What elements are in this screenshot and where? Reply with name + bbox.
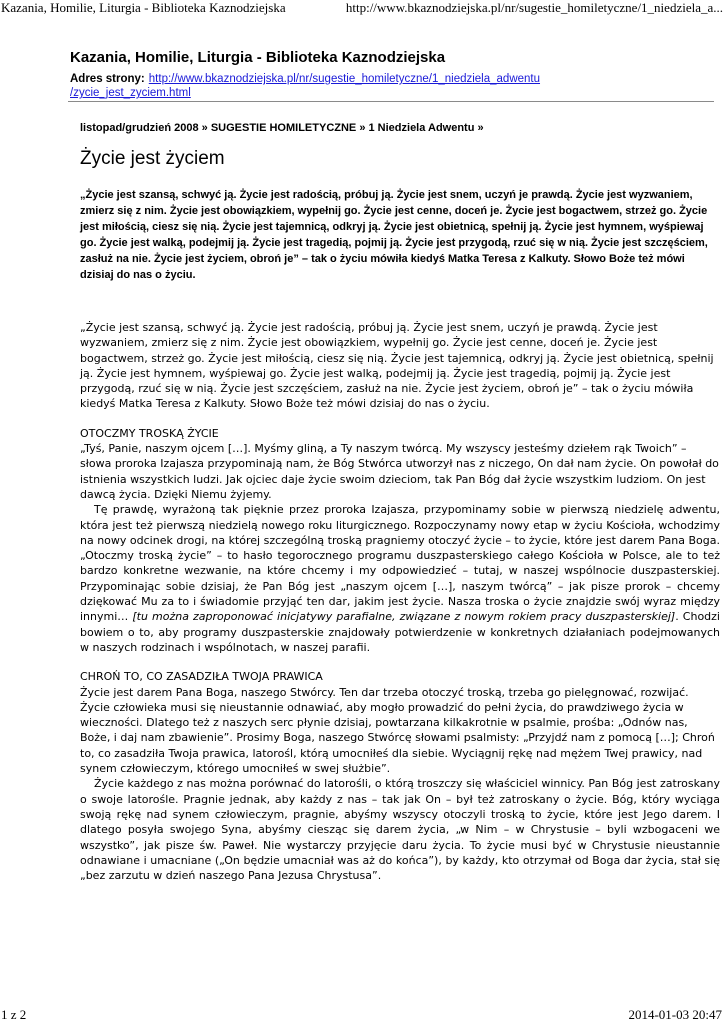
print-header [0,0,724,16]
section1-paragraph-1: „Tyś, Panie, naszym ojcem […]. Myśmy gliną, a Ty naszym twórcą. My wszyscy jesteśmy dziełem rąk Twoich” – słowa proroka Izajasza przypominają nam, że Bóg Stwórca utworzył nas z niczego, On dał nam życie. On powołał do istnienia wszystkich ludzi. Jak ojciec daje życie swoim dzieciom, tak Pan Bóg dał życie wszystkim ludziom. On jest dawcą życia. Dzięki Niemu żyjemy. [80,442,719,501]
section-heading-1: OTOCZMY TROSKĄ ŻYCIE [80,426,219,440]
article-body [80,320,720,883]
section2-paragraph-2: Życie każdego z nas można porównać do latorośli, o którą troszczy się właściciel winnicy. Pan Bóg jest zatroskany o swoje latorośle. Pragnie jednak, aby każdy z nas – tak jak On – był też zatroskany o życie. Bóg, który wyciąga swoją rękę nad synem człowieczym, pragnie, abyśmy wszyscy otoczyli troską to życie, które jest Jego darem. I dlatego posyła swojego Syna, abyśmy ciesząc się darem życia, „w Nim – w Chrystusie – byli wzbogaceni we wszystko”, jak pisze św. Paweł. Nie wystarczy przyjęcie daru życia. To życie musi być w Chrystusie nieustannie odnawiane i umacniane („On będzie umacniał was aż do końca”), by każdy, kto otrzymał od Boga dar życia, stał się „bez zarzutu w dzień naszego Pana Jezusa Chrystusa”. [80,777,720,883]
page-address [70,72,650,100]
address-link[interactable] [70,73,650,100]
breadcrumb: listopad/grudzień 2008 » SUGESTIE HOMILETYCZNE » 1 Niedziela Adwentu » [80,122,484,134]
print-header-title: Kazania, Homilie, Liturgia - Biblioteka Kaznodziejska [1,0,286,15]
article-lead: „Życie jest szansą, schwyć ją. Życie jest radością, próbuj ją. Życie jest snem, uczyń je prawdą. Życie jest wyzwaniem, zmierz się z nim. Życie jest obowiązkiem, wypełnij go. Życie jest cenne, doceń je. Życie jest bogactwem, strzeż go. Życie jest miłością, ciesz się nią. Życie jest tajemnicą, odkryj ją. Życie jest obietnicą, spełnij ją. Życie jest hymnem, wyśpiewaj go. Życie jest walką, podejmij ją. Życie jest tragedią, pojmij ją. Życie jest przygodą, rzuć się w nią. Życie jest szczęściem, zasłuż na nie. Życie jest życiem, obroń je” – tak o życiu mówiła kiedyś Matka Teresa z Kalkuty. Słowo Boże też mówi dzisiaj do nas o życiu. [80,189,708,282]
section1-p2-text: Tę prawdę, wyrażoną tak pięknie przez proroka Izajasza, przypominamy sobie w pierwszą niedzielę adwentu, która jest też pierwszą niedzielą nowego roku liturgicznego. Rozpoczynamy nowy etap w życiu Kościoła, wchodzimy na nowy odcinek drogi, na której szczególną troską pragniemy otoczyć życie – to życie, które jest darem Pana Boga. „Otoczmy troską życie” – to hasło tegorocznego programu duszpasterskiego całego Kościoła w Polsce, ale to też bardzo konkretne wezwanie, na które chcemy i my odpowiedzieć – tutaj, w naszej wspólnocie duszpasterskiej. Przypominając sobie dzisiaj, że Pan Bóg jest „naszym ojcem […], naszym twórcą” – jak pisze prorok – chcemy dziękować Mu za to i świadomie przyjąć ten dar, jakim jest życie. Nasza troska o życie znajdzie swój wyraz między innymi… [80,503,720,624]
section1-paragraph-2 [80,502,720,655]
print-header-url: http://www.bkaznodziejska.pl/nr/sugestie_homiletyczne/1_niedziela_a... [345,0,723,15]
address-url-line2: /zycie_jest_zyciem.html [70,87,191,99]
section1-p2-italic: [tu można zaproponować inicjatywy parafialne, związane z nowym rokiem pracy duszpasterskiej] [132,610,676,624]
section1-p2-text-end: . Chodzi bowiem o to, aby programy duszpasterskie znajdowały potwierdzenie w konkretnych działaniach podejmowanych w naszych rodzinach i wspólnotach, w naszej parafii. [80,610,720,654]
spacer [80,412,720,426]
address-url-line1: http://www.bkaznodziejska.pl/nr/sugestie_homiletyczne/1_niedziela_adwentu [148,73,541,85]
print-footer [0,1007,724,1023]
spacer [80,655,720,669]
section2-paragraph-1: Życie jest darem Pana Boga, naszego Stwórcy. Ten dar trzeba otoczyć troską, trzeba go pielęgnować, rozwijać. Życie człowieka musi się nieustannie odnawiać, aby mogło prowadzić do pełni życia, do prawdziwego życia w wieczności. Dlatego też z naszych serc płynie dzisiaj, powtarzana kilkakrotnie w psalmie, prośba: „Odnów nas, Boże, i daj nam zbawienie”. Prosimy Boga, naszego Stwórcę słowami psalmisty: „Przyjdź nam z pomocą […]; Chroń to, co zasadziła Twoja prawica, latorośl, którą umocniłeś dla siebie. Wyciągnij rękę nad mężem Twej prawicy, nad synem człowieczym, którego umocniłeś w swej służbie”. [80,685,715,776]
address-label: Adres strony: [70,73,145,85]
page-number: 1 z 2 [1,1007,27,1022]
section-heading-2: CHROŃ TO, CO ZASADZIŁA TWOJA PRAWICA [80,670,323,684]
print-datetime: 2014-01-03 20:47 [628,1007,722,1022]
article-title: Życie jest życiem [80,148,225,169]
header-divider [68,101,714,102]
intro-paragraph: „Życie jest szansą, schwyć ją. Życie jest radością, próbuj ją. Życie jest snem, uczyń je prawdą. Życie jest wyzwaniem, zmierz się z nim. Życie jest obowiązkiem, wypełnij go. Życie jest cenne, doceń je. Życie jest bogactwem, strzeż go. Życie jest miłością, ciesz się nią. Życie jest tajemnicą, odkryj ją. Życie jest obietnicą, spełnij ją. Życie jest hymnem, wyśpiewaj go. Życie jest walką, podejmij ją. Życie jest tragedią, pojmij ją. Życie jest przygodą, rzuć się w nią. Życie jest szczęściem, zasłuż na nie. Życie jest życiem, obroń je” – tak o życiu mówiła kiedyś Matka Teresa z Kalkuty. Słowo Boże też mówi dzisiaj do nas o życiu. [80,321,714,411]
site-title: Kazania, Homilie, Liturgia - Biblioteka Kaznodziejska [70,49,446,66]
